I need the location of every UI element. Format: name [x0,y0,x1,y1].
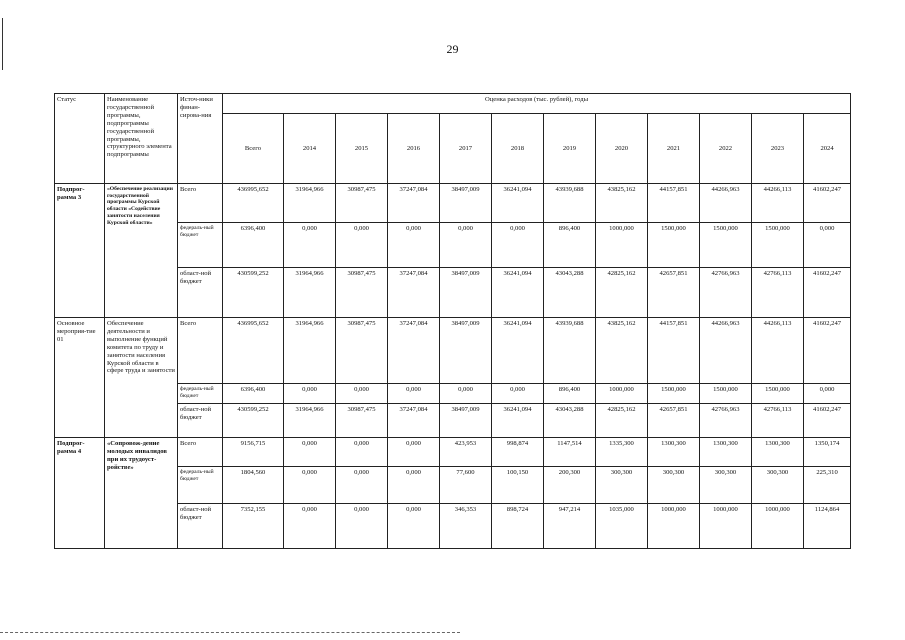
scan-artifact-line [0,632,460,633]
value-cell: 430599,252 [223,268,284,318]
value-cell: 1124,864 [804,504,851,549]
value-cell: 1000,000 [596,384,648,404]
value-cell: 0,000 [284,223,336,268]
value-cell: 0,000 [336,223,388,268]
header-year: 2017 [440,114,492,184]
value-cell: 346,353 [440,504,492,549]
value-cell: 1335,300 [596,438,648,467]
name-cell: «Обеспечение реализации государственной программы Курской области «Содействие занятости населения Курской области» [105,184,178,318]
value-cell: 42825,162 [596,404,648,438]
value-cell: 38497,009 [440,268,492,318]
value-cell: 430599,252 [223,404,284,438]
header-year: 2023 [752,114,804,184]
value-cell: 44157,851 [648,184,700,223]
value-cell: 30987,475 [336,184,388,223]
value-cell: 1500,000 [752,384,804,404]
value-cell: 6396,400 [223,384,284,404]
header-year: 2020 [596,114,648,184]
header-year: 2018 [492,114,544,184]
value-cell: 436995,652 [223,184,284,223]
header-source: Источ-ники финан-сирова-ния [178,94,223,184]
value-cell: 36241,094 [492,184,544,223]
header-year: Всего [223,114,284,184]
value-cell: 44266,963 [700,318,752,384]
value-cell: 998,874 [492,438,544,467]
value-cell: 1804,560 [223,467,284,504]
value-cell: 0,000 [388,438,440,467]
value-cell: 200,300 [544,467,596,504]
value-cell: 300,300 [648,467,700,504]
value-cell: 947,214 [544,504,596,549]
value-cell: 31964,966 [284,318,336,384]
value-cell: 1300,300 [700,438,752,467]
value-cell: 898,724 [492,504,544,549]
source-cell: Всего [178,318,223,384]
value-cell: 36241,094 [492,404,544,438]
value-cell: 41602,247 [804,268,851,318]
source-cell: област-ной бюджет [178,404,223,438]
name-cell: Обеспечение деятельности и выполнение функций комитета по труду и занятости населения Курской области в сфере труда и занятости [105,318,178,438]
value-cell: 6396,400 [223,223,284,268]
value-cell: 0,000 [284,384,336,404]
header-name: Наименование государственной программы, подпрограммы государственной программы, структурного элемента подпрограммы [105,94,178,184]
value-cell: 41602,247 [804,318,851,384]
value-cell: 1000,000 [752,504,804,549]
value-cell: 1000,000 [648,504,700,549]
value-cell: 1300,300 [648,438,700,467]
value-cell: 44266,113 [752,318,804,384]
source-cell: област-ной бюджет [178,268,223,318]
value-cell: 77,600 [440,467,492,504]
value-cell: 44157,851 [648,318,700,384]
value-cell: 1500,000 [700,223,752,268]
value-cell: 0,000 [336,438,388,467]
value-cell: 42766,113 [752,268,804,318]
table-row [55,318,851,384]
value-cell: 1500,000 [752,223,804,268]
source-cell: федераль-ный бюджет [178,467,223,504]
value-cell: 42766,963 [700,268,752,318]
value-cell: 1000,000 [596,223,648,268]
value-cell: 44266,963 [700,184,752,223]
source-cell: Всего [178,438,223,467]
page-number: 29 [446,42,459,56]
value-cell: 37247,084 [388,268,440,318]
header-year: 2014 [284,114,336,184]
value-cell: 0,000 [440,223,492,268]
value-cell: 0,000 [388,504,440,549]
status-cell: Подпрог-рамма 4 [55,438,105,549]
value-cell: 38497,009 [440,318,492,384]
value-cell: 0,000 [388,467,440,504]
value-cell: 0,000 [336,504,388,549]
value-cell: 1147,514 [544,438,596,467]
header-year: 2021 [648,114,700,184]
value-cell: 0,000 [336,467,388,504]
header-year: 2024 [804,114,851,184]
value-cell: 36241,094 [492,268,544,318]
value-cell: 41602,247 [804,184,851,223]
value-cell: 43043,288 [544,268,596,318]
status-cell: Основное мероприя-тие 01 [55,318,105,438]
header-year: 2019 [544,114,596,184]
value-cell: 9156,715 [223,438,284,467]
value-cell: 1500,000 [648,384,700,404]
value-cell: 31964,966 [284,184,336,223]
source-cell: федераль-ный бюджет [178,384,223,404]
value-cell: 31964,966 [284,404,336,438]
value-cell: 0,000 [440,384,492,404]
status-cell: Подпрог-рамма 3 [55,184,105,318]
value-cell: 38497,009 [440,404,492,438]
value-cell: 43939,688 [544,318,596,384]
value-cell: 300,300 [752,467,804,504]
value-cell: 7352,155 [223,504,284,549]
value-cell: 36241,094 [492,318,544,384]
value-cell: 1035,000 [596,504,648,549]
header-year: 2015 [336,114,388,184]
value-cell: 1350,174 [804,438,851,467]
value-cell: 896,400 [544,223,596,268]
value-cell: 1300,300 [752,438,804,467]
value-cell: 30987,475 [336,404,388,438]
table-row [55,184,851,223]
value-cell: 0,000 [336,384,388,404]
value-cell: 1500,000 [648,223,700,268]
value-cell: 43825,162 [596,318,648,384]
value-cell: 0,000 [284,504,336,549]
value-cell: 0,000 [804,223,851,268]
value-cell: 0,000 [388,223,440,268]
source-cell: област-ной бюджет [178,504,223,549]
value-cell: 0,000 [284,467,336,504]
budget-table [54,93,851,549]
value-cell: 43939,688 [544,184,596,223]
name-cell: «Сопровож-дение молодых инвалидов при их трудоуст-ройстве» [105,438,178,549]
value-cell: 300,300 [700,467,752,504]
value-cell: 225,310 [804,467,851,504]
table-row [55,438,851,467]
header-year: 2016 [388,114,440,184]
value-cell: 37247,084 [388,404,440,438]
value-cell: 43825,162 [596,184,648,223]
value-cell: 30987,475 [336,268,388,318]
header-expenses: Оценка расходов (тыс. рублей), годы [223,94,851,114]
value-cell: 31964,966 [284,268,336,318]
value-cell: 38497,009 [440,184,492,223]
value-cell: 42766,113 [752,404,804,438]
value-cell: 423,953 [440,438,492,467]
source-cell: федераль-ный бюджет [178,223,223,268]
value-cell: 0,000 [804,384,851,404]
value-cell: 1000,000 [700,504,752,549]
value-cell: 0,000 [492,384,544,404]
value-cell: 42657,851 [648,404,700,438]
value-cell: 37247,084 [388,318,440,384]
value-cell: 41602,247 [804,404,851,438]
value-cell: 0,000 [492,223,544,268]
value-cell: 30987,475 [336,318,388,384]
value-cell: 43043,288 [544,404,596,438]
value-cell: 37247,084 [388,184,440,223]
value-cell: 0,000 [388,384,440,404]
value-cell: 100,150 [492,467,544,504]
value-cell: 42766,963 [700,404,752,438]
value-cell: 300,300 [596,467,648,504]
header-status: Статус [55,94,105,184]
value-cell: 896,400 [544,384,596,404]
value-cell: 0,000 [284,438,336,467]
header-year: 2022 [700,114,752,184]
value-cell: 436995,652 [223,318,284,384]
value-cell: 42657,851 [648,268,700,318]
value-cell: 44266,113 [752,184,804,223]
value-cell: 42825,162 [596,268,648,318]
source-cell: Всего [178,184,223,223]
value-cell: 1500,000 [700,384,752,404]
